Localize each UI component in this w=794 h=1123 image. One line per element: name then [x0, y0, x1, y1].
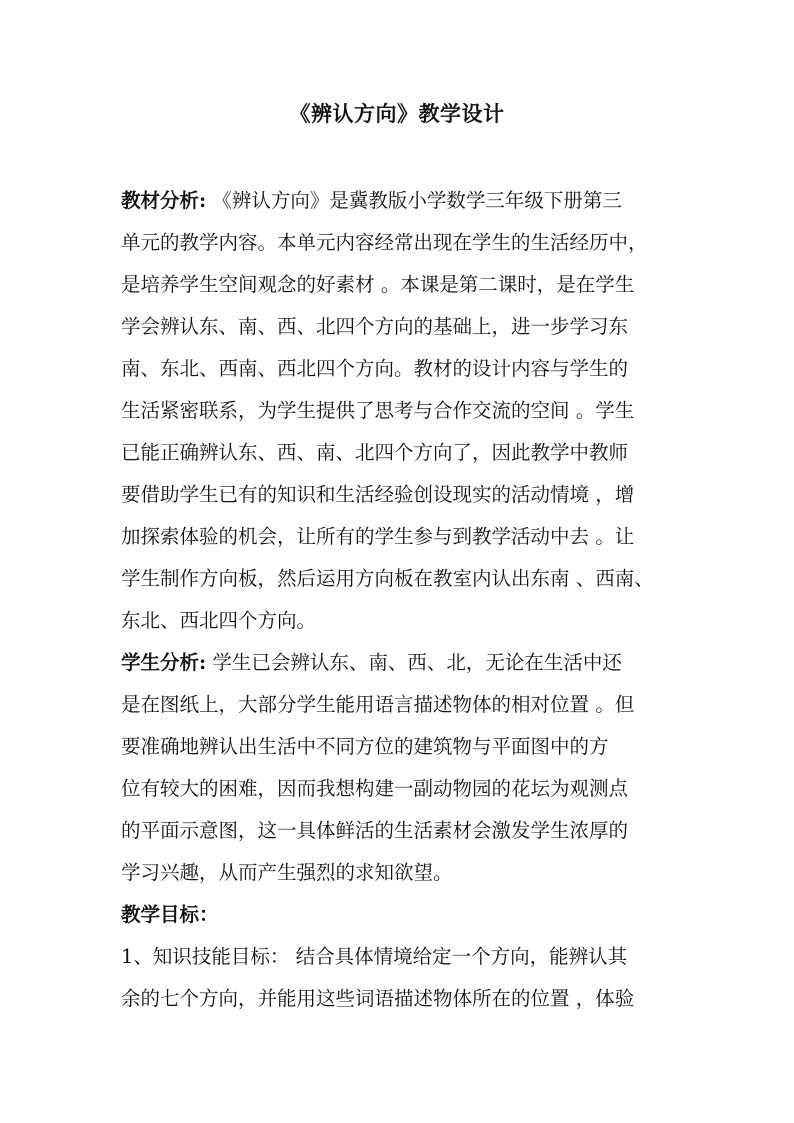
- paragraph-text: 学生已会辨认东、南、西、北，无论在生活中还: [206, 651, 622, 674]
- paragraph-line: 加探索体验的机会，让所有的学生参与到教学活动中去 。让: [121, 525, 635, 548]
- paragraph-line: 学会辨认东、南、西、北四个方向的基础上，进一步学习东: [121, 315, 629, 338]
- paragraph-line: 已能正确辨认东、西、南、北四个方向了，因此教学中教师: [121, 441, 629, 464]
- paragraph-line: 生活紧密联系，为学生提供了思考与合作交流的空间 。学生: [121, 399, 635, 422]
- paragraph-text: 《辨认方向》是冀教版小学数学三年级下册第三: [206, 189, 622, 212]
- paragraph-line: 是在图纸上，大部分学生能用语言描述物体的相对位置 。但: [121, 693, 635, 716]
- paragraph-line: 南、东北、西南、西北四个方向。教材的设计内容与学生的: [121, 357, 629, 380]
- section-label-teaching-goals: 教学目标：: [121, 903, 219, 926]
- paragraph-line: 余的七个方向，并能用这些词语描述物体所在的位置 ，体验: [121, 987, 635, 1010]
- section-label-student-analysis: 学生分析:: [121, 651, 207, 674]
- paragraph-line: 位有较大的困难，因而我想构建一副动物园的花坛为观测点: [121, 777, 629, 800]
- paragraph-line: 要借助学生已有的知识和生活经验创设现实的活动情境 ，增: [121, 483, 635, 506]
- paragraph-line: 单元的教学内容。本单元内容经常出现在学生的生活经历中，: [121, 231, 648, 254]
- paragraph-line: [121, 187, 681, 215]
- paragraph-line: 的平面示意图，这一具体鲜活的生活素材会激发学生浓厚的: [121, 819, 629, 842]
- document-title: 《辨认方向》教学设计: [289, 101, 505, 126]
- paragraph-line: 东北、西北四个方向。: [121, 609, 317, 632]
- paragraph-line: 是培养学生空间观念的好素材 。本课是第二课时，是在学生: [121, 273, 635, 296]
- paragraph-line: 要准确地辨认出生活中不同方位的建筑物与平面图中的方: [121, 735, 609, 758]
- paragraph-line: 1、知识技能目标： 结合具体情境给定一个方向，能辨认其: [121, 945, 628, 968]
- paragraph-line: 学生制作方向板，然后运用方向板在教室内认出东南 、西南、: [121, 567, 654, 590]
- paragraph-line: [121, 649, 681, 677]
- paragraph-line: 学习兴趣，从而产生强烈的求知欲望。: [121, 861, 453, 884]
- section-label-material-analysis: 教材分析:: [121, 189, 207, 212]
